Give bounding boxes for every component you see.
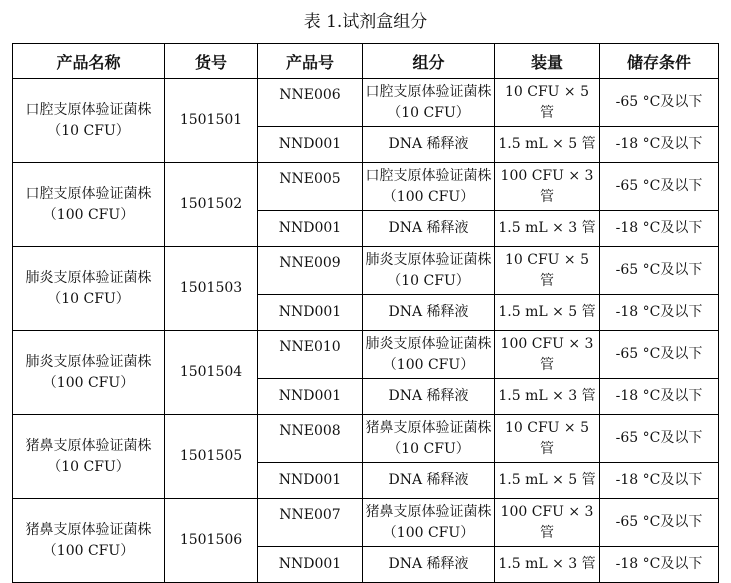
product-code-cell: NND001	[258, 547, 363, 583]
sku-cell: 1501505	[165, 415, 258, 499]
product-name-cell: 口腔支原体验证菌株（10 CFU）	[13, 79, 165, 163]
storage-cell: -18 °C及以下	[600, 295, 719, 331]
table-row	[13, 79, 719, 127]
component-cell: DNA 稀释液	[363, 295, 495, 331]
storage-cell: -65 °C及以下	[600, 247, 719, 295]
header-product-name: 产品名称	[13, 44, 165, 79]
amount-cell: 10 CFU × 5 管	[495, 247, 600, 295]
component-cell: 猪鼻支原体验证菌株（10 CFU）	[363, 415, 495, 463]
product-name-cell: 猪鼻支原体验证菌株（10 CFU）	[13, 415, 165, 499]
table-row	[13, 415, 719, 463]
product-name-cell: 肺炎支原体验证菌株（100 CFU）	[13, 331, 165, 415]
table-row	[13, 163, 719, 211]
header-row	[13, 44, 719, 79]
product-code-cell: NND001	[258, 379, 363, 415]
table-row	[13, 247, 719, 295]
component-cell: 猪鼻支原体验证菌株（100 CFU）	[363, 499, 495, 547]
sku-cell: 1501506	[165, 499, 258, 583]
sku-cell: 1501503	[165, 247, 258, 331]
header-amount: 装量	[495, 44, 600, 79]
amount-cell: 100 CFU × 3 管	[495, 499, 600, 547]
header-storage: 储存条件	[600, 44, 719, 79]
amount-cell: 100 CFU × 3 管	[495, 331, 600, 379]
sku-cell: 1501504	[165, 331, 258, 415]
storage-cell: -65 °C及以下	[600, 415, 719, 463]
header-component: 组分	[363, 44, 495, 79]
component-cell: DNA 稀释液	[363, 547, 495, 583]
amount-cell: 1.5 mL × 5 管	[495, 463, 600, 499]
component-cell: 口腔支原体验证菌株（10 CFU）	[363, 79, 495, 127]
sku-cell: 1501501	[165, 79, 258, 163]
amount-cell: 10 CFU × 5 管	[495, 415, 600, 463]
component-cell: 口腔支原体验证菌株（100 CFU）	[363, 163, 495, 211]
header-sku: 货号	[165, 44, 258, 79]
header-product-code: 产品号	[258, 44, 363, 79]
product-name-cell: 肺炎支原体验证菌株（10 CFU）	[13, 247, 165, 331]
kit-components-table	[12, 43, 719, 583]
table-row	[13, 331, 719, 379]
storage-cell: -65 °C及以下	[600, 331, 719, 379]
amount-cell: 1.5 mL × 3 管	[495, 547, 600, 583]
storage-cell: -18 °C及以下	[600, 463, 719, 499]
product-code-cell: NNE009	[258, 247, 363, 295]
product-code-cell: NNE005	[258, 163, 363, 211]
amount-cell: 100 CFU × 3 管	[495, 163, 600, 211]
product-code-cell: NNE007	[258, 499, 363, 547]
amount-cell: 1.5 mL × 3 管	[495, 379, 600, 415]
component-cell: 肺炎支原体验证菌株（100 CFU）	[363, 331, 495, 379]
product-code-cell: NNE006	[258, 79, 363, 127]
product-code-cell: NNE008	[258, 415, 363, 463]
product-code-cell: NND001	[258, 211, 363, 247]
product-code-cell: NND001	[258, 127, 363, 163]
storage-cell: -18 °C及以下	[600, 379, 719, 415]
product-code-cell: NND001	[258, 463, 363, 499]
component-cell: DNA 稀释液	[363, 463, 495, 499]
product-code-cell: NNE010	[258, 331, 363, 379]
product-name-cell: 口腔支原体验证菌株（100 CFU）	[13, 163, 165, 247]
amount-cell: 1.5 mL × 3 管	[495, 211, 600, 247]
amount-cell: 1.5 mL × 5 管	[495, 127, 600, 163]
sku-cell: 1501502	[165, 163, 258, 247]
storage-cell: -65 °C及以下	[600, 163, 719, 211]
storage-cell: -65 °C及以下	[600, 79, 719, 127]
table-row	[13, 499, 719, 547]
storage-cell: -18 °C及以下	[600, 547, 719, 583]
product-code-cell: NND001	[258, 295, 363, 331]
table-caption: 表 1.试剂盒组分	[303, 12, 428, 32]
component-cell: 肺炎支原体验证菌株（10 CFU）	[363, 247, 495, 295]
component-cell: DNA 稀释液	[363, 211, 495, 247]
amount-cell: 10 CFU × 5 管	[495, 79, 600, 127]
component-cell: DNA 稀释液	[363, 379, 495, 415]
component-cell: DNA 稀释液	[363, 127, 495, 163]
storage-cell: -65 °C及以下	[600, 499, 719, 547]
storage-cell: -18 °C及以下	[600, 127, 719, 163]
product-name-cell: 猪鼻支原体验证菌株（100 CFU）	[13, 499, 165, 583]
amount-cell: 1.5 mL × 5 管	[495, 295, 600, 331]
storage-cell: -18 °C及以下	[600, 211, 719, 247]
